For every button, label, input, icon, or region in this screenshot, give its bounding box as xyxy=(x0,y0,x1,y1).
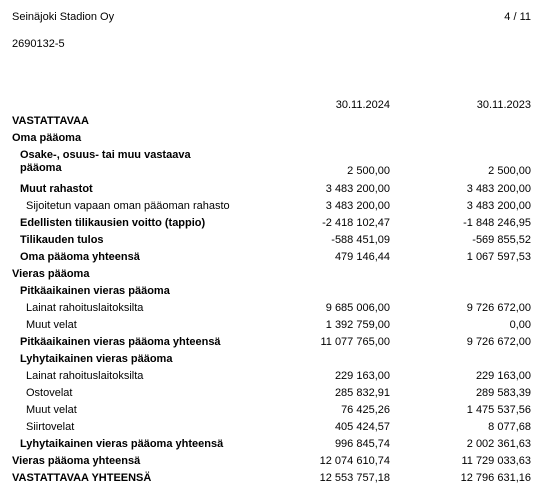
row-label: Tilikauden tulos xyxy=(20,234,104,246)
row-value-2023: -1 848 246,95 xyxy=(463,217,531,229)
row-value-2023: 1 475 537,56 xyxy=(466,404,531,416)
row-value-2023: 9 726 672,00 xyxy=(466,336,531,348)
row-label: Pitkäaikainen vieras pääoma yhteensä xyxy=(20,336,221,348)
table-row xyxy=(0,265,556,282)
row-label: Vieras pääoma yhteensä xyxy=(12,455,141,467)
row-value-2024: 11 077 765,00 xyxy=(320,336,390,348)
row-label: Muut velat xyxy=(26,404,77,416)
row-value-2023: 289 583,39 xyxy=(475,387,531,399)
row-value-2023: 229 163,00 xyxy=(475,370,531,382)
row-value-2024: 1 392 759,00 xyxy=(325,319,390,331)
row-label: Muut velat xyxy=(26,319,77,331)
row-label: VASTATTAVAA xyxy=(12,115,89,127)
row-value-2023: 12 796 631,16 xyxy=(460,472,531,484)
row-value-2023: 11 729 033,63 xyxy=(461,455,531,467)
row-value-2023: 1 067 597,53 xyxy=(466,251,531,263)
row-label: Lyhytaikainen vieras pääoma xyxy=(20,353,173,365)
row-value-2023: 2 500,00 xyxy=(488,165,531,177)
row-value-2023: 9 726 672,00 xyxy=(466,302,531,314)
row-label: Lainat rahoituslaitoksilta xyxy=(26,302,144,314)
table-row xyxy=(0,129,556,146)
row-value-2024: 285 832,91 xyxy=(334,387,390,399)
row-label: Osake-, osuus- tai muu vastaava pääoma xyxy=(20,149,191,174)
row-label: Ostovelat xyxy=(26,387,73,399)
row-value-2024: 9 685 006,00 xyxy=(325,302,390,314)
table-row xyxy=(0,248,556,265)
row-value-2023: 2 002 361,63 xyxy=(466,438,531,450)
row-label: Lyhytaikainen vieras pääoma yhteensä xyxy=(20,438,224,450)
table-row xyxy=(0,367,556,384)
row-value-2023: 8 077,68 xyxy=(488,421,531,433)
row-label: Oma pääoma xyxy=(12,132,82,144)
row-label: Muut rahastot xyxy=(20,183,93,195)
row-label: Edellisten tilikausien voitto (tappio) xyxy=(20,217,206,229)
table-row xyxy=(0,350,556,367)
row-value-2024: 3 483 200,00 xyxy=(325,200,390,212)
company-name: Seinäjoki Stadion Oy xyxy=(12,11,115,23)
row-value-2024: 12 553 757,18 xyxy=(319,472,390,484)
row-label: Pitkäaikainen vieras pääoma xyxy=(20,285,170,297)
row-value-2024: 12 074 610,74 xyxy=(319,455,390,467)
row-value-2023: 3 483 200,00 xyxy=(466,183,531,195)
table-row xyxy=(0,146,556,180)
row-value-2023: 0,00 xyxy=(509,319,531,331)
row-value-2024: -588 451,09 xyxy=(331,234,390,246)
table-row xyxy=(0,452,556,469)
row-value-2024: 2 500,00 xyxy=(347,165,390,177)
row-value-2024: 3 483 200,00 xyxy=(325,183,390,195)
table-row xyxy=(0,231,556,248)
table-row xyxy=(0,316,556,333)
table-row xyxy=(0,299,556,316)
row-label: Sijoitetun vapaan oman pääoman rahasto xyxy=(26,200,230,212)
page-number: 4 / 11 xyxy=(504,11,531,23)
table-row xyxy=(0,384,556,401)
row-label: VASTATTAVAA YHTEENSÄ xyxy=(12,472,152,484)
row-label: Siirtovelat xyxy=(26,421,75,433)
table-row xyxy=(0,418,556,435)
table-row xyxy=(0,180,556,197)
row-label: Oma pääoma yhteensä xyxy=(20,251,140,263)
table-row xyxy=(0,469,556,486)
row-value-2024: 229 163,00 xyxy=(334,370,390,382)
table-row xyxy=(0,214,556,231)
balance-sheet-table xyxy=(0,112,556,486)
table-row xyxy=(0,401,556,418)
business-id: 2690132-5 xyxy=(12,38,65,50)
row-value-2024: 76 425,26 xyxy=(341,404,390,416)
row-value-2023: 3 483 200,00 xyxy=(466,200,531,212)
table-row xyxy=(0,197,556,214)
row-label: Vieras pääoma xyxy=(12,268,90,280)
table-row xyxy=(0,282,556,299)
row-value-2024: 405 424,57 xyxy=(334,421,390,433)
row-value-2024: 996 845,74 xyxy=(334,438,390,450)
table-row xyxy=(0,112,556,129)
column-header-2023: 30.11.2023 xyxy=(476,99,531,111)
table-row xyxy=(0,333,556,350)
row-label: Lainat rahoituslaitoksilta xyxy=(26,370,144,382)
row-value-2024: -2 418 102,47 xyxy=(322,217,390,229)
column-header-2024: 30.11.2024 xyxy=(335,99,390,111)
row-value-2023: -569 855,52 xyxy=(472,234,531,246)
row-value-2024: 479 146,44 xyxy=(334,251,390,263)
table-row xyxy=(0,435,556,452)
